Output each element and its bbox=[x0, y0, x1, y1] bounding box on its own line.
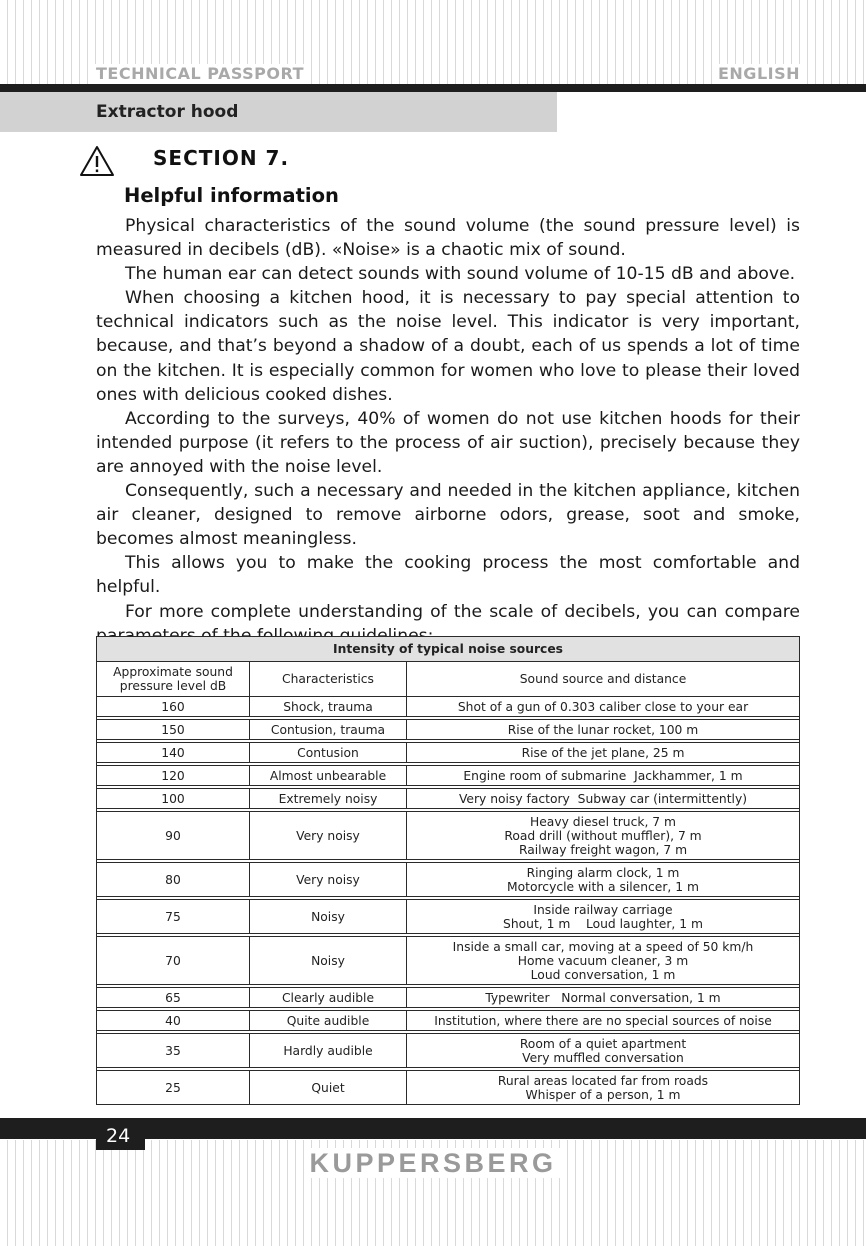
table-row bbox=[97, 900, 800, 934]
table-row bbox=[97, 1071, 800, 1105]
cell-db: 100 bbox=[97, 789, 250, 809]
cell-source: Very noisy factory Subway car (intermittently) bbox=[407, 789, 800, 809]
cell-source: Room of a quiet apartment Very muffled conversation bbox=[407, 1034, 800, 1068]
cell-characteristics: Shock, trauma bbox=[250, 697, 407, 717]
cell-characteristics: Noisy bbox=[250, 937, 407, 985]
paragraph: This allows you to make the cooking process the most comfortable and helpful. bbox=[96, 553, 800, 598]
paragraph: Consequently, such a necessary and needed in the kitchen appliance, kitchen air cleaner, designed to remove airborne odors, grease, soot and smoke, becomes almost meaningless. bbox=[96, 481, 800, 550]
body-text bbox=[96, 214, 800, 648]
cell-db: 25 bbox=[97, 1071, 250, 1105]
cell-source: Rise of the jet plane, 25 m bbox=[407, 743, 800, 763]
cell-source: Ringing alarm clock, 1 m Motorcycle with a silencer, 1 m bbox=[407, 863, 800, 897]
cell-characteristics: Contusion bbox=[250, 743, 407, 763]
cell-source: Inside a small car, moving at a speed of 50 km/h Home vacuum cleaner, 3 m Loud conversation, 1 m bbox=[407, 937, 800, 985]
cell-characteristics: Very noisy bbox=[250, 863, 407, 897]
table-row bbox=[97, 988, 800, 1008]
cell-characteristics: Clearly audible bbox=[250, 988, 407, 1008]
cell-source: Institution, where there are no special sources of noise bbox=[407, 1011, 800, 1031]
cell-db: 70 bbox=[97, 937, 250, 985]
table-title-row bbox=[97, 637, 800, 662]
table-row bbox=[97, 1034, 800, 1068]
table-row bbox=[97, 789, 800, 809]
page-number: 24 bbox=[96, 1124, 145, 1150]
cell-db: 140 bbox=[97, 743, 250, 763]
paragraph: Physical characteristics of the sound volume (the sound pressure level) is measured in decibels (dB). «Noise» is a chaotic mix of sound. bbox=[96, 216, 800, 261]
cell-characteristics: Almost unbearable bbox=[250, 766, 407, 786]
cell-characteristics: Noisy bbox=[250, 900, 407, 934]
cell-characteristics: Quite audible bbox=[250, 1011, 407, 1031]
cell-source: Rural areas located far from roads Whisper of a person, 1 m bbox=[407, 1071, 800, 1105]
table-row bbox=[97, 812, 800, 860]
cell-db: 160 bbox=[97, 697, 250, 717]
cell-db: 75 bbox=[97, 900, 250, 934]
table-header-row bbox=[97, 662, 800, 697]
cell-characteristics: Quiet bbox=[250, 1071, 407, 1105]
cell-source: Typewriter Normal conversation, 1 m bbox=[407, 988, 800, 1008]
paragraph: For more complete understanding of the scale of decibels, you can compare bbox=[125, 601, 800, 622]
header-divider-bar bbox=[0, 84, 866, 92]
table-title: Intensity of typical noise sources bbox=[97, 637, 800, 662]
noise-intensity-table bbox=[96, 636, 800, 1105]
cell-characteristics: Contusion, trauma bbox=[250, 720, 407, 740]
cell-db: 65 bbox=[97, 988, 250, 1008]
section-heading: Helpful information bbox=[124, 184, 339, 207]
header-doc-type: TECHNICAL PASSPORT bbox=[96, 64, 305, 83]
cell-source: Engine room of submarine Jackhammer, 1 m bbox=[407, 766, 800, 786]
column-header-db: Approximate sound pressure level dB bbox=[97, 662, 250, 697]
cell-source: Shot of a gun of 0.303 caliber close to your ear bbox=[407, 697, 800, 717]
table-row bbox=[97, 697, 800, 717]
warning-triangle-icon bbox=[79, 145, 115, 177]
table-row bbox=[97, 743, 800, 763]
paragraph: The human ear can detect sounds with sound volume of 10-15 dB and above. bbox=[125, 264, 796, 285]
cell-db: 35 bbox=[97, 1034, 250, 1068]
cell-source: Inside railway carriage Shout, 1 m Loud laughter, 1 m bbox=[407, 900, 800, 934]
cell-source: Heavy diesel truck, 7 m Road drill (without muffler), 7 m Railway freight wagon, 7 m bbox=[407, 812, 800, 860]
table-row bbox=[97, 937, 800, 985]
brand-logo bbox=[0, 1148, 866, 1179]
cell-db: 90 bbox=[97, 812, 250, 860]
brand-name: KUPPERSBERG bbox=[305, 1148, 560, 1178]
cell-characteristics: Very noisy bbox=[250, 812, 407, 860]
paragraph: When choosing a kitchen hood, it is necessary to pay special attention to technical indicators such as the noise level. This indicator is very important, because, and that’s beyond a shadow of a doubt, each of us spends a lot of time on the kitchen. It is especially common for women who love to please their loved ones with delicious cooked dishes. bbox=[96, 288, 800, 405]
header-language: ENGLISH bbox=[717, 64, 800, 83]
column-header-characteristics: Characteristics bbox=[250, 662, 407, 697]
product-subtitle: Extractor hood bbox=[96, 102, 239, 122]
section-title: SECTION 7. bbox=[153, 146, 290, 170]
table-row bbox=[97, 863, 800, 897]
subtitle-bar bbox=[0, 92, 557, 132]
table-row bbox=[97, 766, 800, 786]
table-row bbox=[97, 720, 800, 740]
column-header-source: Sound source and distance bbox=[407, 662, 800, 697]
cell-db: 80 bbox=[97, 863, 250, 897]
cell-characteristics: Hardly audible bbox=[250, 1034, 407, 1068]
cell-source: Rise of the lunar rocket, 100 m bbox=[407, 720, 800, 740]
cell-characteristics: Extremely noisy bbox=[250, 789, 407, 809]
cell-db: 40 bbox=[97, 1011, 250, 1031]
cell-db: 120 bbox=[97, 766, 250, 786]
table-row bbox=[97, 1011, 800, 1031]
cell-db: 150 bbox=[97, 720, 250, 740]
paragraph: According to the surveys, 40% of women do not use kitchen hoods for their intended purpose (it refers to the process of air suction), precisely because they are annoyed with the noise level. bbox=[96, 408, 800, 477]
